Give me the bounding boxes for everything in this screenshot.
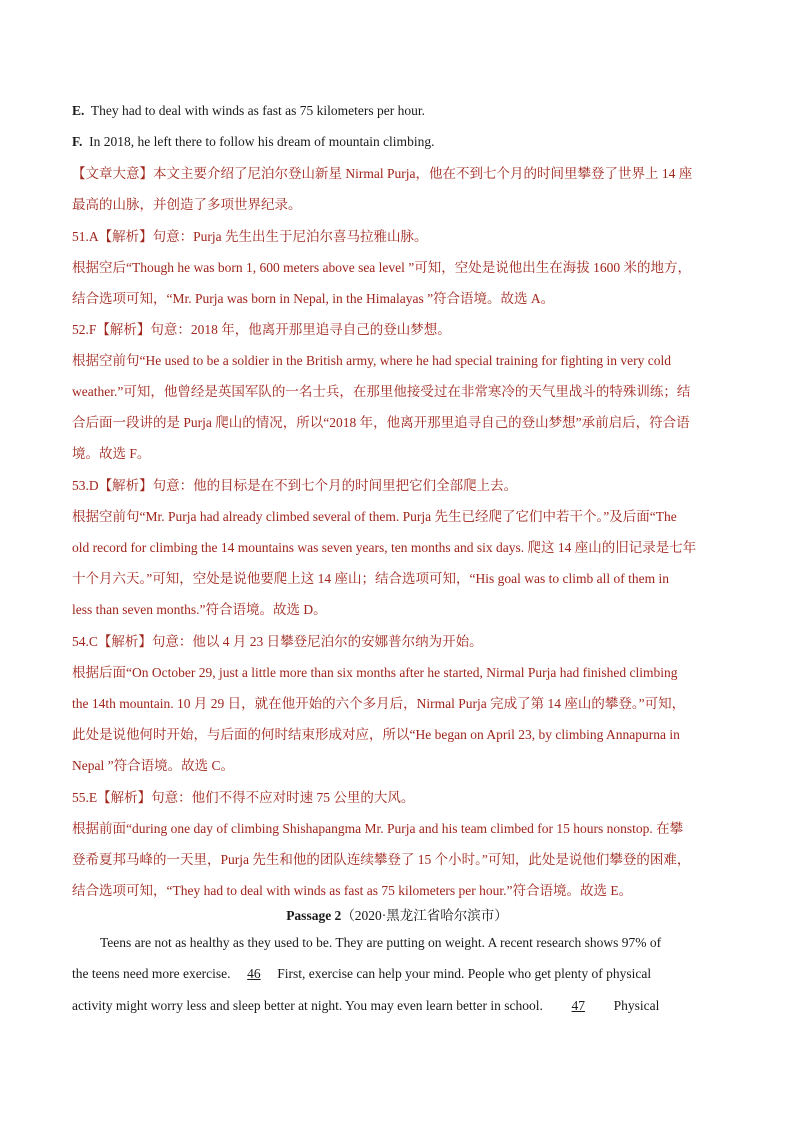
passage-title-text: Passage 2 (286, 908, 342, 923)
answer-52-line: 境。故选 F。 (72, 446, 151, 461)
summary-text-1: 本文主要介绍了尼泊尔登山新星 Nirmal Purja，他在不到七个月的时间里攀登了世界上 14 座 (153, 166, 693, 181)
summary-line-1 (72, 164, 732, 184)
option-f (72, 132, 732, 152)
option-e (72, 101, 732, 121)
blank-47: 47 (571, 998, 586, 1013)
answer-54-line: 根据后面“On October 29, just a little more than six months after he started, Nirmal Purja had finished climbing (72, 665, 678, 680)
answer-gist: 句意：Purja 先生出生于尼泊尔喜马拉雅山脉。 (152, 229, 428, 244)
answer-52-head (72, 320, 732, 340)
answer-54-line: the 14th mountain. 10 月 29 日，就在他开始的六个多月后，Nirmal Purja 完成了第 14 座山的攀登。”可知， (72, 696, 686, 711)
answer-55-line: 根据前面“during one day of climbing Shishapangma Mr. Purja and his team climbed for 15 hours nonstop. 在攀 (72, 821, 684, 836)
answer-52-line: 根据空前句“He used to be a soldier in the British army, where he had special training for fighting in very cold (72, 353, 671, 368)
passage-text: the teens need more exercise. (72, 966, 231, 981)
answer-54-head (72, 632, 732, 652)
option-f-text: In 2018, he left there to follow his dream of mountain climbing. (89, 134, 435, 149)
answer-gist: 句意：他们不得不应对时速 75 公里的大风。 (151, 790, 415, 805)
answer-number: 55.E (72, 790, 98, 805)
analysis-tag: 【解析】 (98, 478, 153, 493)
passage-title (0, 906, 794, 926)
answer-53-line: old record for climbing the 14 mountains was seven years, ten months and six days. 爬这 14 座山的旧记录是七年 (72, 540, 697, 555)
answer-55-line: 结合选项可知，“They had to deal with winds as fast as 75 kilometers per hour.”符合语境。故选 E。 (72, 883, 633, 898)
blank-46: 46 (247, 966, 261, 981)
answer-51-head (72, 227, 732, 247)
passage-line: Teens are not as healthy as they used to be. They are putting on weight. A recent research shows 97% of (100, 935, 662, 950)
answer-52-line: weather.”可知，他曾经是英国军队的一名士兵，在那里他接受过在非常寒冷的天气里战斗的特殊训练；结 (72, 384, 691, 399)
answer-55-line: 登希夏邦马峰的一天里，Purja 先生和他的团队连续攀登了 15 个小时。”可知，此处是说他们攀登的困难， (72, 852, 691, 867)
answer-gist: 句意：他的目标是在不到七个月的时间里把它们全部爬上去。 (152, 478, 518, 493)
passage-line (72, 964, 732, 984)
analysis-tag: 【解析】 (98, 229, 153, 244)
answer-number: 54.C (72, 634, 98, 649)
answer-number: 51.A (72, 229, 99, 244)
answer-51-line: 根据空后“Though he was born 1, 600 meters above sea level ”可知，空处是说他出生在海拔 1600 米的地方， (72, 260, 692, 275)
passage-text: First, exercise can help your mind. People who get plenty of physical (277, 966, 652, 981)
answer-gist: 句意：2018 年，他离开那里追寻自己的登山梦想。 (150, 322, 451, 337)
answer-51-line: 结合选项可知，“Mr. Purja was born in Nepal, in the Himalayas ”符合语境。故选 A。 (72, 291, 555, 306)
answer-number: 52.F (72, 322, 97, 337)
answer-54-line: 此处是说他何时开始，与后面的何时结束形成对应，所以“He began on April 23, by climbing Annapurna in (72, 727, 680, 742)
answer-53-line: 根据空前句“Mr. Purja had already climbed several of them. Purja 先生已经爬了它们中若干个。”及后面“The (72, 509, 677, 524)
answer-53-line: 十个月六天。”可知，空处是说他要爬上这 14 座山；结合选项可知，“His goal was to climb all of them in (72, 571, 669, 586)
analysis-tag: 【解析】 (96, 322, 151, 337)
option-f-label: F. (72, 134, 83, 149)
analysis-tag: 【解析】 (97, 634, 152, 649)
option-e-text: They had to deal with winds as fast as 75 kilometers per hour. (90, 103, 425, 118)
answer-53-line: less than seven months.”符合语境。故选 D。 (72, 602, 327, 617)
answer-54-line: Nepal ”符合语境。故选 C。 (72, 758, 234, 773)
answer-number: 53.D (72, 478, 99, 493)
passage-text: Physical (613, 998, 660, 1013)
analysis-tag: 【解析】 (97, 790, 152, 805)
answer-gist: 句意：他以 4 月 23 日攀登尼泊尔的安娜普尔纳为开始。 (151, 634, 483, 649)
option-e-label: E. (72, 103, 85, 118)
answer-52-line: 合后面一段讲的是 Purja 爬山的情况，所以“2018 年，他离开那里追寻自己的登山梦想”承前启后，符合语 (72, 415, 690, 430)
passage-text: activity might worry less and sleep better at night. You may even learn better in school. (72, 998, 543, 1013)
answer-53-head (72, 476, 732, 496)
summary-line-2: 最高的山脉，并创造了多项世界纪录。 (72, 197, 302, 212)
answer-55-head (72, 788, 732, 808)
summary-tag: 【文章大意】 (72, 166, 153, 181)
passage-source: （2020·黑龙江省哈尔滨市） (341, 908, 508, 923)
passage-line (72, 996, 732, 1016)
